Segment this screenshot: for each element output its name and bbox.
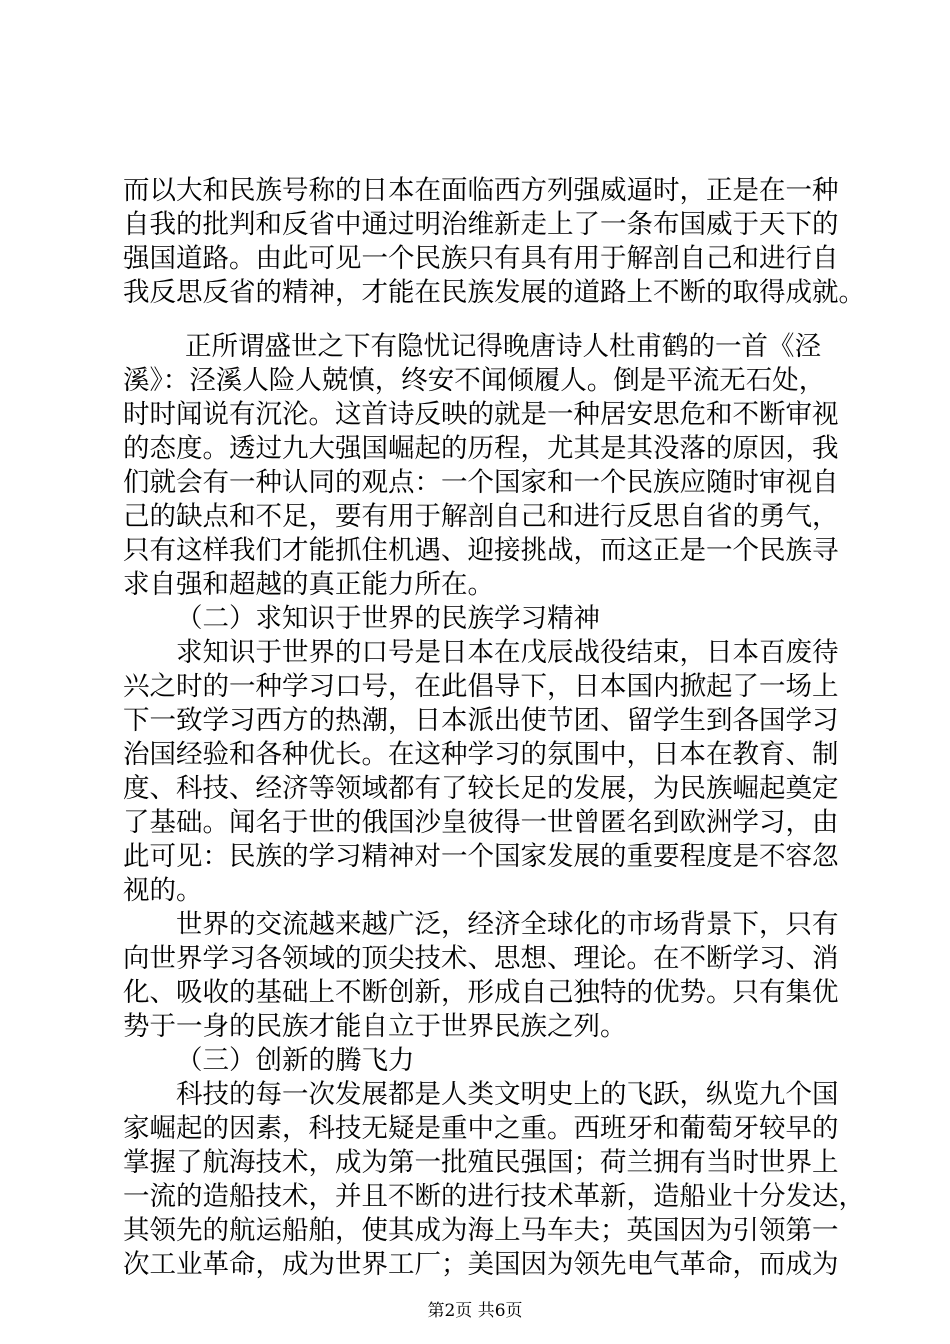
text-line: 下一致学习西方的热潮，日本派出使节团、留学生到各国学习	[123, 705, 839, 736]
text-line: 世界的交流越来越广泛，经济全球化的市场背景下，只有	[176, 909, 839, 940]
text-line: 只有这样我们才能抓住机遇、迎接挑战，而这正是一个民族寻	[123, 535, 839, 566]
text-line: 一流的造船技术，并且不断的进行技术革新，造船业十分发达，	[123, 1181, 865, 1212]
text-line: 科技的每一次发展都是人类文明史上的飞跃，纵览九个国	[176, 1079, 839, 1110]
text-line: 求知识于世界的口号是日本在戊辰战役结束，日本百废待	[176, 637, 839, 668]
text-line: 溪》：泾溪人险人兢慎，终安不闻倾履人。倒是平流无石处，	[123, 365, 826, 396]
section-heading: （二）求知识于世界的民族学习精神	[176, 603, 600, 634]
text-line: 家崛起的因素，科技无疑是重中之重。西班牙和葡萄牙较早的	[123, 1113, 839, 1144]
text-line: 掌握了航海技术，成为第一批殖民强国；荷兰拥有当时世界上	[123, 1147, 839, 1178]
text-line: 其领先的航运船舶，使其成为海上马车夫；英国因为引领第一	[123, 1215, 839, 1246]
text-line: 己的缺点和不足，要有用于解剖自己和进行反思自省的勇气，	[123, 501, 839, 532]
text-line: 们就会有一种认同的观点：一个国家和一个民族应随时审视自	[123, 467, 839, 498]
text-line: 视的。	[123, 875, 203, 906]
text-line: 次工业革命，成为世界工厂；美国因为领先电气革命，而成为	[123, 1249, 839, 1280]
text-line: 自我的批判和反省中通过明治维新走上了一条布国威于天下的	[123, 209, 839, 240]
text-line: 此可见：民族的学习精神对一个国家发展的重要程度是不容忽	[123, 841, 839, 872]
text-line: 而以大和民族号称的日本在面临西方列强威逼时，正是在一种	[123, 175, 839, 206]
text-line: 的态度。透过九大强国崛起的历程，尤其是其没落的原因，我	[123, 433, 839, 464]
text-line: 兴之时的一种学习口号，在此倡导下，日本国内掀起了一场上	[123, 671, 839, 702]
text-line: 治国经验和各种优长。在这种学习的氛围中，日本在教育、制	[123, 739, 839, 770]
page-footer: 第2页 共6页	[427, 1301, 523, 1321]
text-line: 势于一身的民族才能自立于世界民族之列。	[123, 1011, 627, 1042]
text-line: 化、吸收的基础上不断创新，形成自己独特的优势。只有集优	[123, 977, 839, 1008]
text-line: 了基础。闻名于世的俄国沙皇彼得一世曾匿名到欧洲学习，由	[123, 807, 839, 838]
text-line: 正所谓盛世之下有隐忧记得晚唐诗人杜甫鹤的一首《泾	[185, 331, 821, 362]
text-line: 强国道路。由此可见一个民族只有具有用于解剖自己和进行自	[123, 243, 839, 274]
text-line: 求自强和超越的真正能力所在。	[123, 569, 494, 600]
text-line: 我反思反省的精神，才能在民族发展的道路上不断的取得成就。	[123, 277, 865, 308]
section-heading: （三）创新的腾飞力	[176, 1045, 415, 1076]
text-line: 时时闻说有沉沦。这首诗反映的就是一种居安思危和不断审视	[123, 399, 839, 430]
text-line: 度、科技、经济等领域都有了较长足的发展，为民族崛起奠定	[123, 773, 839, 804]
text-line: 向世界学习各领域的顶尖技术、思想、理论。在不断学习、消	[123, 943, 839, 974]
